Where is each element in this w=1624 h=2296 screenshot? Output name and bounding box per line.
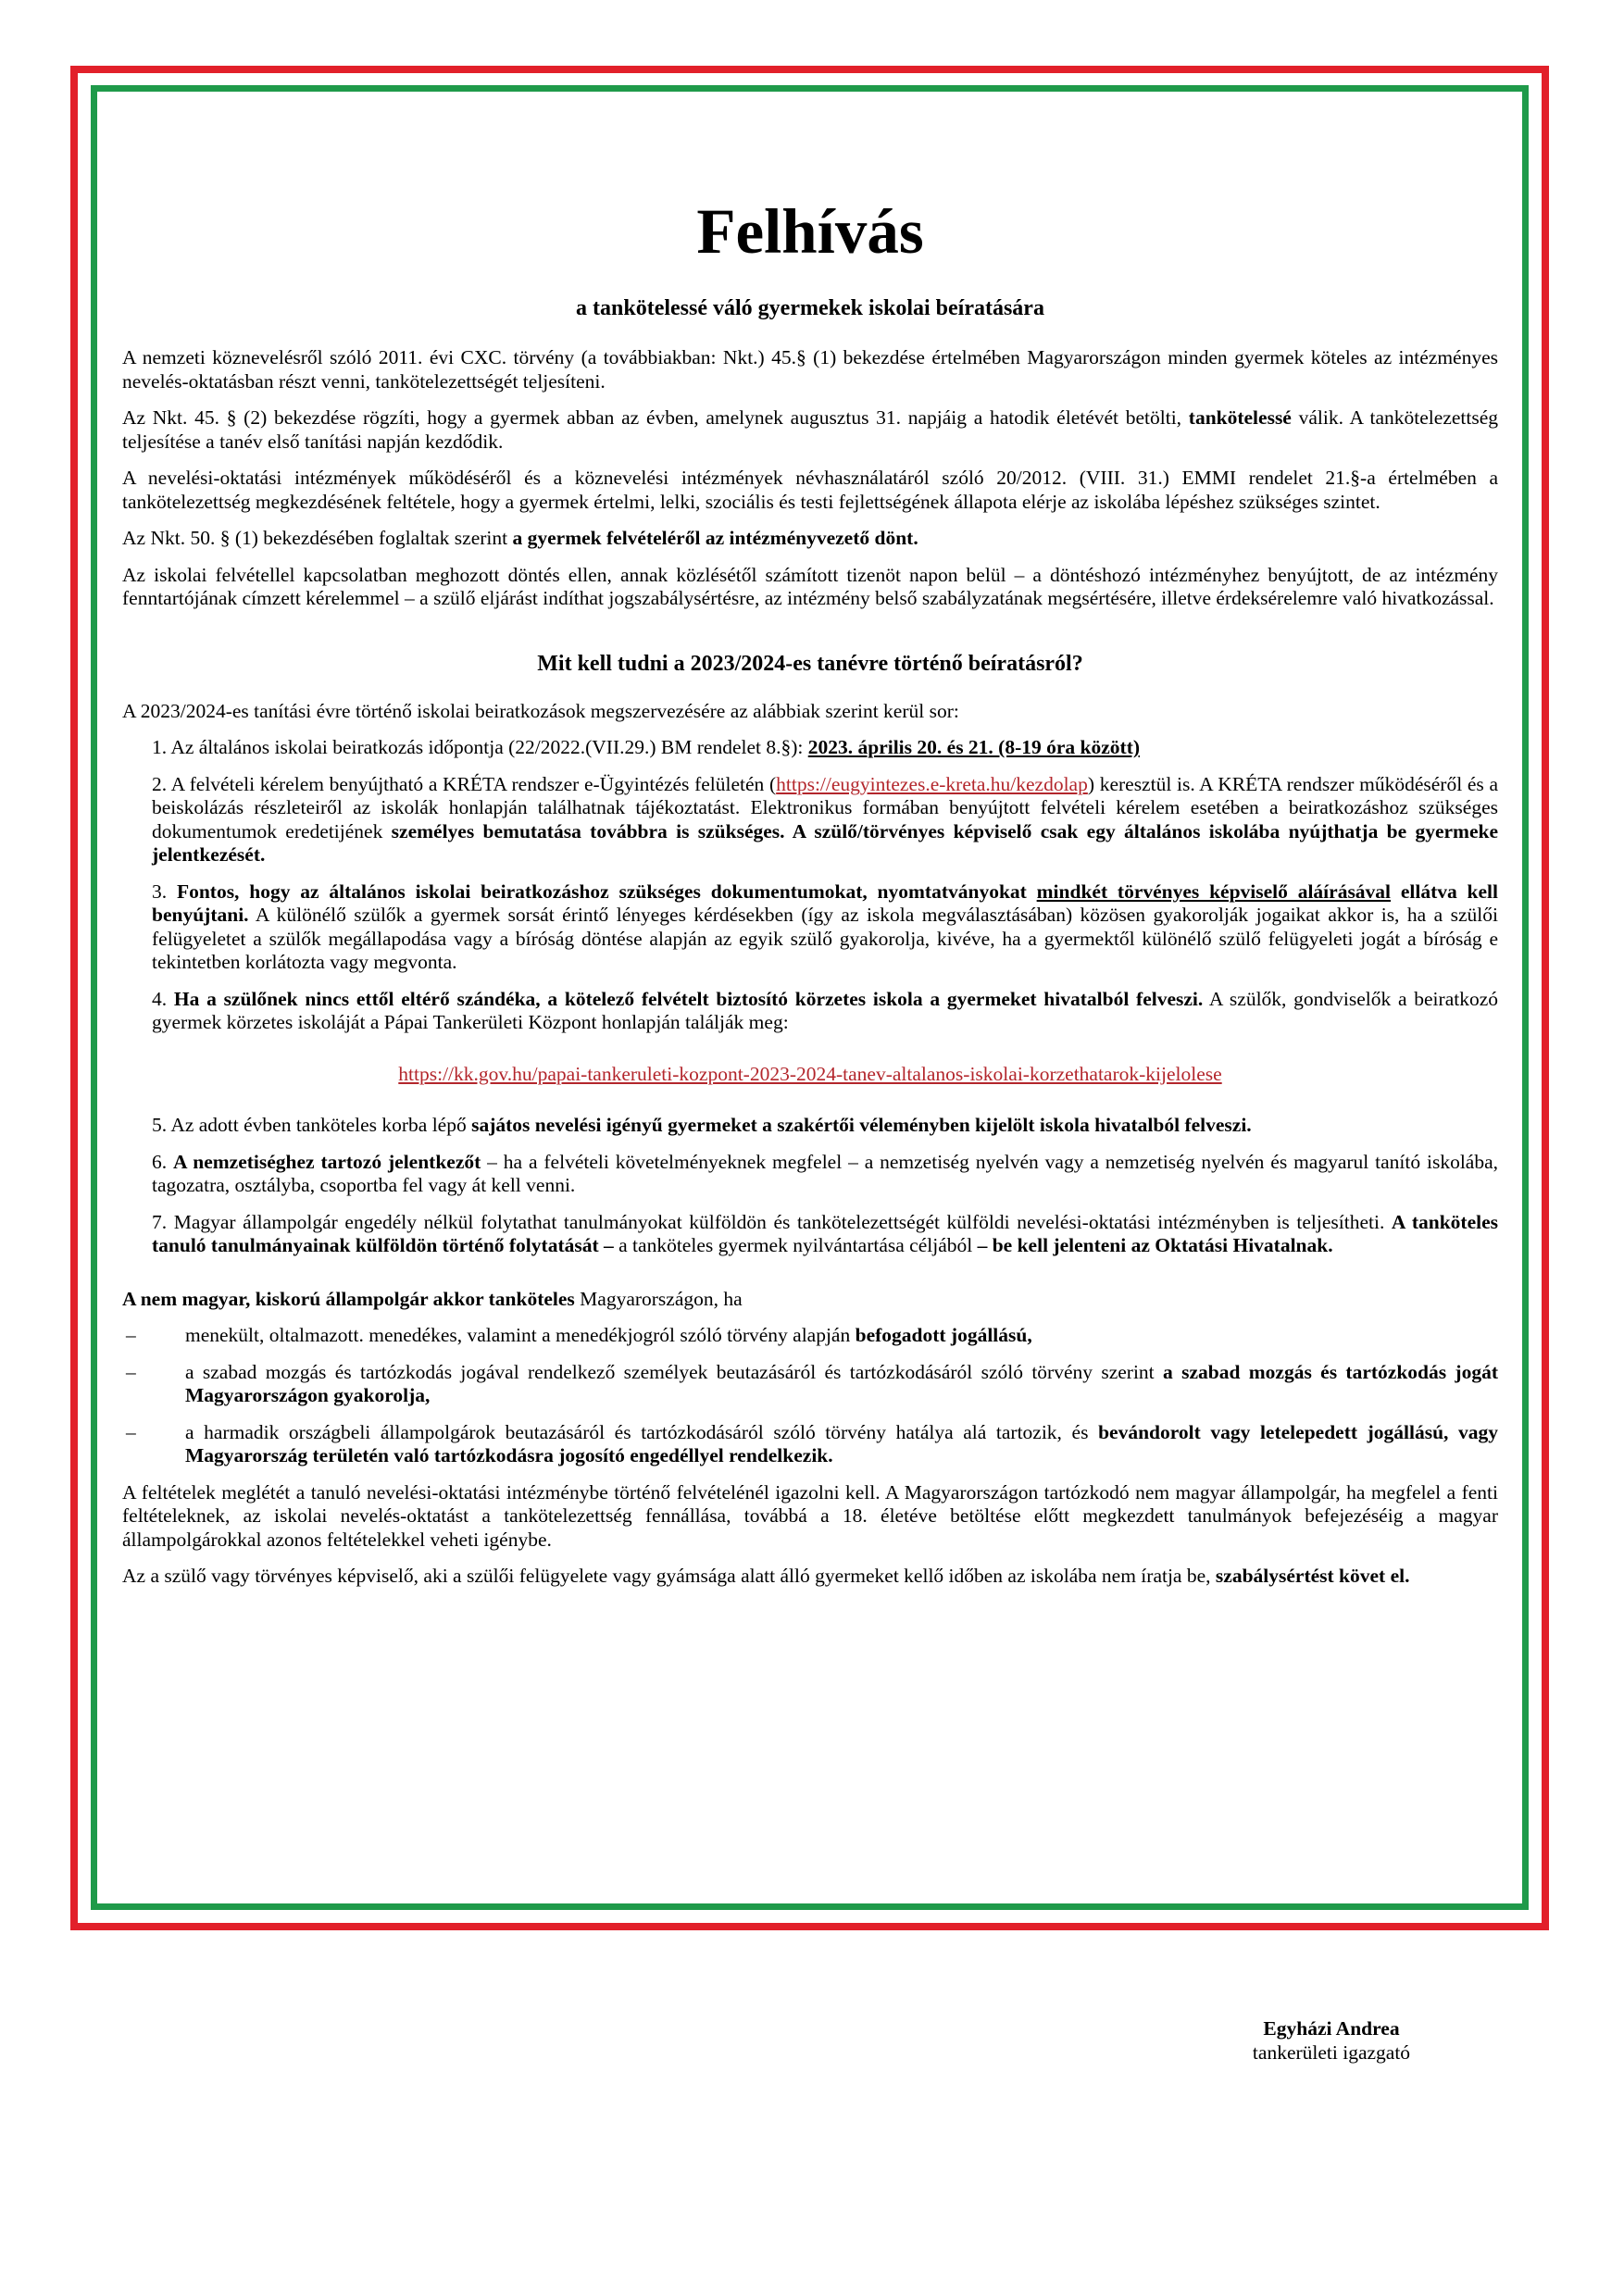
document-subtitle: a tankötelessé váló gyermekek iskolai beíratására	[576, 296, 1044, 320]
list-item-6: 6. A nemzetiséghez tartozó jelentkezőt – ha a felvételi követelményeknek megfelel – a nemzetiség nyelvén vagy a nemzetiség nyelvén és magyarul tanító iskolába, tagozatra, osztályba, csoportba fel vagy át kell venni.	[152, 1150, 1499, 1196]
bullet-item-1: – menekült, oltalmazott. menedékes, valamint a menedékjogról szóló törvény alapján befogadott jogállású,	[122, 1324, 1498, 1348]
signature-block	[1220, 2016, 1443, 2065]
district-boundaries-link[interactable]: https://kk.gov.hu/papai-tankeruleti-kozpont-2023-2024-tanev-altalanos-iskolai-korzethatarok-kijelolese	[398, 1062, 1222, 1085]
intro-paragraph-5: Az iskolai felvétellel kapcsolatban meghozott döntés ellen, annak közlésétől számított tizenöt napon belül – a döntéshozó intézményhez benyújtott, de az intézmény fenntartójának címzett kérelemmel – a szülő eljárást indíthat jogszabálysértésre, az intézmény belső szabályzatának megsértésére, illetve érdeksérelemre való hivatkozással.	[122, 563, 1498, 609]
kreta-link[interactable]: https://eugyintezes.e-kreta.hu/kezdolap	[776, 772, 1088, 795]
list-item-3: 3. Fontos, hogy az általános iskolai beiratkozáshoz szükséges dokumentumokat, nyomtatványokat mindkét törvényes képviselő aláírásával ellátva kell benyújtani. A különélő szülők a gyermek sorsát érintő lényeges kérdésekben (így az iskola megválasztásában) közösen gyakorolják jogaikat akkor is, ha a szülői felügyeletet a szülők megállapodása vagy a bíróság döntése alapján az egyik szülő gyakorolja, kivéve, ha a gyermektől különélő szülő felügyeleti jogát a bíróság e tekintetben korlátozta vagy megvonta.	[152, 880, 1498, 973]
intro-paragraph-3: A nevelési-oktatási intézmények működéséről és a köznevelési intézmények névhasználatáról szóló 20/2012. (VIII. 31.) EMMI rendelet 21.§-a értelmében a tankötelezettség megkezdésének feltétele, hogy a gyermek értelmi, lelki, szociális és testi fejlettségének állapota elérje az iskolába lépéshez szükséges szintet.	[122, 467, 1498, 513]
list-item-7: 7. Magyar állampolgár engedély nélkül folytathat tanulmányokat külföldön és tankötelezettségét külföldi nevelési-oktatási intézményben is teljesítheti. A tanköteles tanuló tanulmányainak külföldön történő folytatását – a tanköteles gyermek nyilvántartása céljából – be kell jelenteni az Oktatási Hivatalnak.	[152, 1210, 1499, 1256]
district-url-paragraph	[122, 1063, 1498, 1087]
list-item-2: 2. A felvételi kérelem benyújtható a KRÉTA rendszer e-Ügyintézés felületén (https://eugyintezes.e-kreta.hu/kezdolap) keresztül is. A KRÉTA rendszer működéséről és a beiskolázás részleteiről az iskolák honlapján találhatnak tájékoztatást. Elektronikus formában benyújtott felvételi kérelem esetében a beiratkozáshoz szükséges dokumentumok eredetijének személyes bemutatása továbbra is szükséges. A szülő/törvényes képviselő csak egy általános iskolába nyújthatja be gyermeke jelentkezését.	[152, 772, 1499, 866]
dash-marker: –	[126, 1420, 136, 1443]
bullet-item-3: – a harmadik országbeli állampolgárok beutazásáról és tartózkodásáról szóló törvény hatálya alá tartozik, és bevándorolt vagy letelepedett jogállású, vagy Magyarország területén való tartózkodásra jogosító engedéllyel rendelkezik.	[122, 1421, 1498, 1468]
intro-paragraph-2: Az Nkt. 45. § (2) bekezdése rögzíti, hogy a gyermek abban az évben, amelynek augusztus 31. napjáig a hatodik életévét betölti, tankötelessé válik. A tankötelezettség teljesítése a tanév első tanítási napján kezdődik.	[122, 406, 1499, 453]
intro-paragraph-4: Az Nkt. 50. § (1) bekezdésében foglaltak szerint a gyermek felvételéről az intézményvezető dönt.	[122, 527, 918, 549]
intro-paragraph-1: A nemzeti köznevelésről szóló 2011. évi CXC. törvény (a továbbiakban: Nkt.) 45.§ (1) bekezdése értelmében Magyarországon minden gyermek köteles az intézményes nevelés-oktatásban részt venni, tankötelezettségét teljesíteni.	[122, 346, 1498, 393]
list-item-5: 5. Az adott évben tanköteles korba lépő sajátos nevelési igényű gyermeket a szakértői véleményben kijelölt iskola hivatalból felveszi.	[152, 1114, 1252, 1136]
section-heading: Mit kell tudni a 2023/2024-es tanévre történő beíratásról?	[537, 651, 1083, 676]
document-title: Felhívás	[696, 196, 924, 267]
signatory-name: Egyházi Andrea	[1263, 2017, 1400, 2040]
signatory-role: tankerületi igazgató	[1252, 2041, 1411, 2064]
bullet-item-2: – a szabad mozgás és tartózkodás jogával rendelkező személyek beutazásáról és tartózkodásáról szóló törvény szerint a szabad mozgás és tartózkodás jogát Magyarországon gyakorolja,	[122, 1361, 1498, 1408]
foreign-lead: A nem magyar, kiskorú állampolgár akkor tanköteles Magyarországon, ha	[122, 1287, 743, 1310]
dash-marker: –	[126, 1324, 136, 1346]
document-body	[122, 190, 1498, 1602]
foreign-paragraph-1: A feltételek meglétét a tanuló nevelési-oktatási intézménybe történő felvételénél igazolni kell. A Magyarországon tartózkodó nem magyar állampolgár, ha megfelel a fenti feltételeknek, az iskolai nevelés-oktatást a tankötelezettség fennállása, továbbá a 18. életéve betöltése előtt megkezdett tanulmányok befejezéséig a magyar állampolgárokkal azonos feltételekkel veheti igénybe.	[122, 1480, 1498, 1551]
section-lead: A 2023/2024-es tanítási évre történő iskolai beiratkozások megszervezésére az alábbiak szerint kerül sor:	[122, 699, 959, 722]
list-item-4: 4. Ha a szülőnek nincs ettől eltérő szándéka, a kötelező felvételt biztosító körzetes iskola a gyermeket hivatalból felveszi. A szülők, gondviselők a beiratkozó gyermek körzetes iskoláját a Pápai Tankerületi Központ honlapján találják meg:	[152, 987, 1499, 1033]
dash-marker: –	[126, 1360, 136, 1383]
list-item-1: 1. Az általános iskolai beiratkozás időpontja (22/2022.(VII.29.) BM rendelet 8.§): 2023. április 20. és 21. (8-19 óra között)	[152, 736, 1141, 758]
foreign-paragraph-2: Az a szülő vagy törvényes képviselő, aki a szülői felügyelete vagy gyámsága alatt álló gyermeket kellő időben az iskolába nem íratja be, szabálysértést követ el.	[122, 1565, 1410, 1587]
